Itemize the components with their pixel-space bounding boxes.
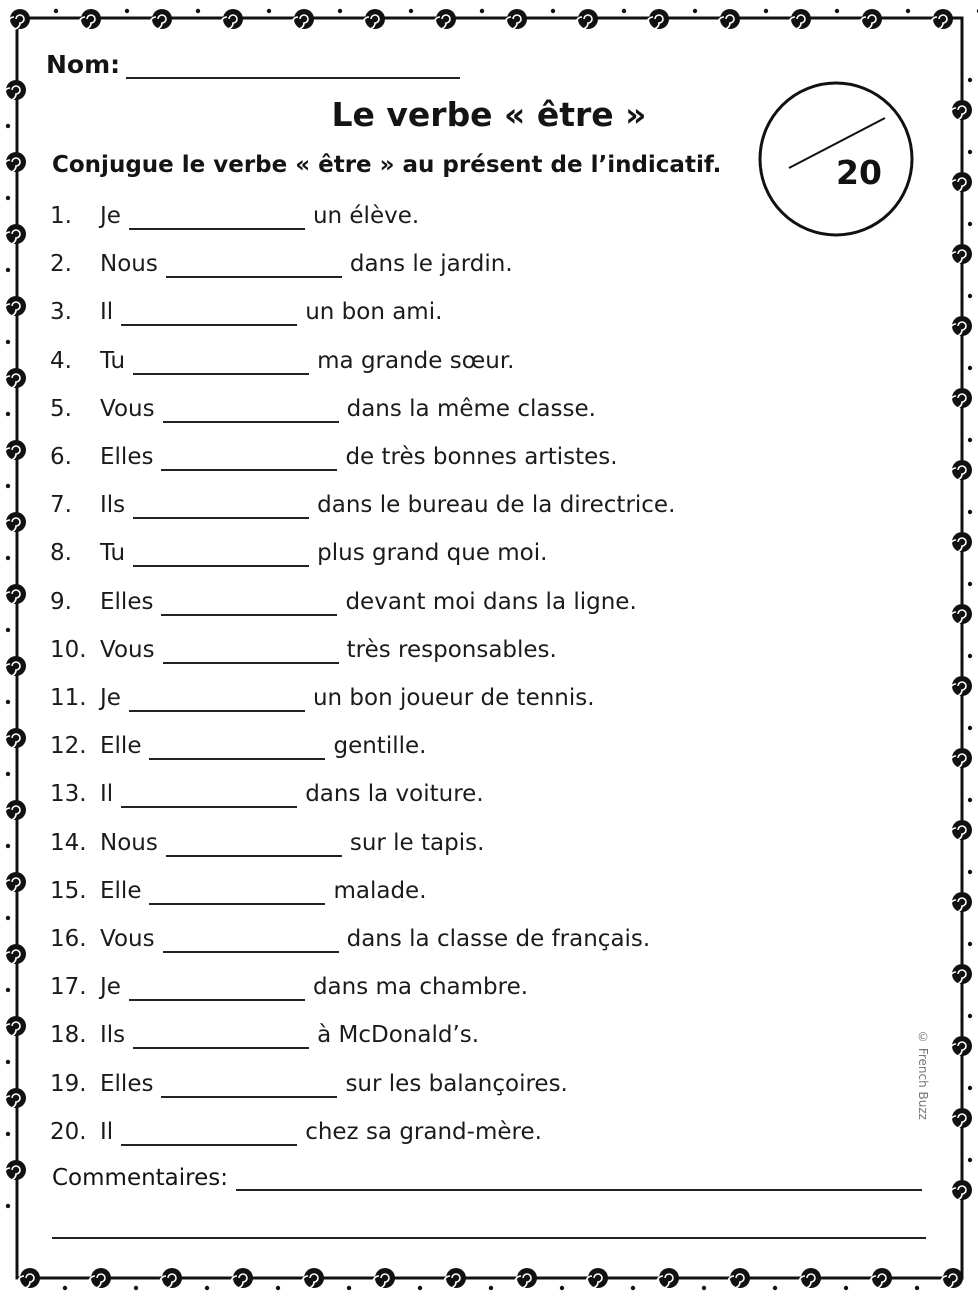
exercise-sentence-end: dans le bureau de la directrice. — [317, 492, 676, 519]
answer-blank[interactable] — [163, 925, 339, 953]
answer-blank[interactable] — [149, 732, 325, 760]
exercise-number: 13. — [50, 781, 87, 808]
exercise-number: 9. — [50, 588, 72, 615]
exercise-item — [50, 823, 484, 863]
exercise-sentence-end: dans la même classe. — [346, 395, 596, 422]
page-title-text: Le verbe « être » — [331, 95, 647, 134]
exercise-sentence-end: un bon joueur de tennis. — [312, 685, 595, 711]
exercise-sentence-end: plus grand que moi. — [317, 540, 548, 567]
exercise-sentence-end: chez sa grand-mère. — [305, 1118, 542, 1145]
exercise-subject: Il — [100, 299, 114, 326]
exercise-sentence-end: gentille. — [333, 733, 427, 760]
score-total: 20 — [836, 153, 882, 192]
exercise-item — [50, 292, 442, 332]
exercise-subject: Tu — [100, 347, 126, 374]
answer-blank[interactable] — [149, 877, 325, 905]
exercise-subject: Je — [100, 685, 121, 711]
exercise-item — [50, 1015, 479, 1055]
answer-blank[interactable] — [161, 443, 337, 471]
exercise-sentence-end: sur les balançoires. — [345, 1070, 568, 1097]
answer-blank[interactable] — [163, 636, 339, 664]
exercise-item — [50, 485, 675, 525]
exercise-number: 7. — [50, 492, 72, 519]
exercise-subject: Vous — [100, 395, 155, 422]
exercise-item — [50, 341, 514, 381]
exercise-number: 6. — [50, 444, 72, 470]
exercise-subject: Elles — [100, 588, 154, 615]
exercise-number: 8. — [50, 540, 72, 567]
exercise-number: 2. — [50, 251, 72, 278]
answer-blank[interactable] — [129, 973, 305, 1001]
exercise-item — [50, 437, 618, 477]
exercise-sentence-end: un bon ami. — [305, 299, 443, 326]
exercise-sentence-end: dans la classe de français. — [346, 926, 651, 952]
exercise-subject: Nous — [100, 829, 158, 856]
exercise-subject: Elle — [100, 877, 142, 904]
exercise-item — [50, 678, 595, 718]
exercise-item — [50, 726, 426, 766]
exercise-number: 10. — [50, 636, 87, 663]
exercise-sentence-end: devant moi dans la ligne. — [345, 588, 637, 615]
answer-blank[interactable] — [133, 539, 309, 567]
answer-blank[interactable] — [166, 250, 342, 278]
exercise-sentence-end: de très bonnes artistes. — [345, 444, 618, 470]
answer-blank[interactable] — [161, 588, 337, 616]
answer-blank[interactable] — [129, 684, 305, 712]
exercise-item — [50, 871, 427, 911]
exercise-subject: Il — [100, 781, 114, 808]
exercise-number: 4. — [50, 347, 72, 374]
exercise-sentence-end: dans ma chambre. — [312, 974, 529, 1001]
exercise-item — [50, 630, 557, 670]
answer-blank[interactable] — [133, 491, 309, 519]
exercise-item — [50, 774, 484, 814]
exercise-subject: Elles — [100, 1070, 154, 1097]
exercise-subject: Je — [100, 974, 121, 1001]
exercise-subject: Il — [100, 1118, 114, 1145]
answer-blank[interactable] — [161, 1070, 337, 1098]
exercise-subject: Tu — [100, 540, 126, 567]
instruction-text: Conjugue le verbe « être » au présent de l’indicatif. — [52, 152, 722, 178]
exercise-number: 17. — [50, 974, 87, 1001]
exercise-subject: Elles — [100, 444, 154, 470]
exercise-sentence-end: malade. — [333, 877, 427, 904]
name-input-line[interactable] — [126, 51, 460, 79]
answer-blank[interactable] — [163, 395, 339, 423]
comments-input-line[interactable] — [236, 1163, 922, 1191]
exercise-subject: Vous — [100, 636, 155, 663]
exercise-number: 11. — [50, 685, 87, 711]
exercise-number: 14. — [50, 829, 87, 856]
exercise-item — [50, 1064, 568, 1104]
exercise-sentence-end: très responsables. — [346, 636, 557, 663]
exercise-number: 12. — [50, 733, 87, 760]
exercise-number: 18. — [50, 1022, 87, 1049]
exercise-sentence-end: dans la voiture. — [305, 781, 484, 808]
exercise-number: 19. — [50, 1070, 87, 1097]
exercise-subject: Nous — [100, 251, 158, 278]
comments-row — [52, 1163, 922, 1191]
copyright-text: © French Buzz — [916, 1030, 930, 1120]
exercise-subject: Ils — [100, 1022, 126, 1049]
answer-blank[interactable] — [166, 829, 342, 857]
exercise-subject: Ils — [100, 492, 126, 519]
answer-blank[interactable] — [121, 1118, 297, 1146]
exercise-sentence-end: un élève. — [312, 203, 420, 229]
exercise-sentence-end: ma grande sœur. — [317, 347, 515, 374]
exercise-number: 1. — [50, 203, 72, 229]
exercise-subject: Je — [100, 203, 121, 229]
comments-label: Commentaires: — [52, 1165, 229, 1191]
name-label: Nom: — [46, 50, 121, 79]
exercise-subject: Elle — [100, 733, 142, 760]
exercise-item — [50, 196, 419, 236]
answer-blank[interactable] — [121, 298, 297, 326]
comments-input-line-2[interactable] — [52, 1237, 926, 1239]
exercise-item — [50, 389, 596, 429]
exercise-number: 15. — [50, 877, 87, 904]
name-field-row — [46, 50, 460, 79]
exercise-item — [50, 244, 513, 284]
answer-blank[interactable] — [121, 780, 297, 808]
answer-blank[interactable] — [133, 1021, 309, 1049]
answer-blank[interactable] — [129, 202, 305, 230]
exercise-number: 5. — [50, 395, 72, 422]
exercise-number: 20. — [50, 1118, 87, 1145]
answer-blank[interactable] — [133, 347, 309, 375]
exercise-item — [50, 967, 528, 1007]
exercise-sentence-end: à McDonald’s. — [317, 1022, 480, 1049]
score-circle — [757, 80, 915, 238]
exercise-item — [50, 919, 650, 959]
exercise-item — [50, 533, 547, 573]
exercise-item — [50, 582, 637, 622]
copyright-notice — [904, 1030, 944, 1160]
exercise-item — [50, 1112, 542, 1152]
exercise-sentence-end: sur le tapis. — [349, 829, 485, 856]
exercise-number: 3. — [50, 299, 72, 326]
exercise-subject: Vous — [100, 926, 155, 952]
exercise-number: 16. — [50, 926, 87, 952]
exercise-sentence-end: dans le jardin. — [349, 251, 513, 278]
